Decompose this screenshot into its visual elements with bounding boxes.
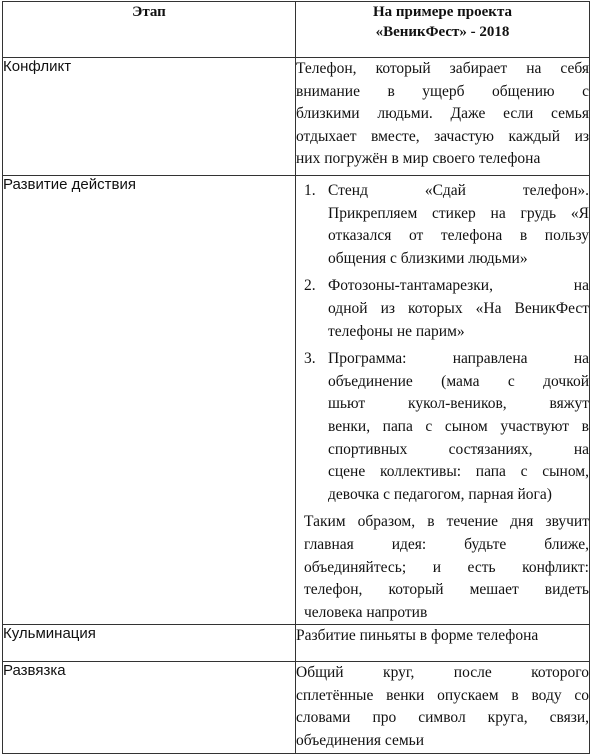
text-line: близкими людьми. Даже если семья [296, 105, 589, 123]
text-line: объединения семьи [296, 732, 425, 750]
text-line: Фотозоны-тантамарезки, на [328, 277, 589, 295]
development-steps [304, 180, 589, 506]
text-line: Программа: направлена на [328, 350, 589, 368]
text-line: спортивных состязаниях, на [328, 440, 589, 458]
text-line: телефон, который мешает видеть [304, 581, 589, 599]
development-content [296, 176, 590, 625]
row-development [3, 176, 590, 625]
text-line: Разбитие пиньяты в форме телефона [296, 627, 539, 645]
text-line: них погружён в мир своего телефона [296, 150, 541, 168]
text-line: Прикрепляем стикер на грудь «Я [328, 204, 589, 222]
header-row [3, 2, 590, 58]
text-line: одной из которых «На ВеникФест [328, 299, 589, 317]
stages-table [2, 1, 590, 754]
text-line: шьют кукол-веников, вяжут [328, 395, 589, 413]
development-summary [304, 511, 589, 624]
row-climax [3, 625, 590, 662]
text-line: отказался от телефона в пользу [328, 227, 589, 245]
text-line: телефоны не парим» [328, 322, 465, 340]
header-example-line-2: «ВеникФест» - 2018 [375, 24, 510, 40]
conflict-text [296, 58, 590, 176]
conflict-label: Конфликт [3, 58, 296, 176]
text-line: объединяйтесь; и есть конфликт: [304, 558, 589, 576]
climax-label: Кульминация [3, 625, 296, 662]
header-stage [3, 2, 296, 58]
text-line: сплетённые венки опускаем в воду со [296, 686, 589, 704]
text-line: внимание в ущерб общению с [296, 82, 589, 100]
resolution-text [296, 662, 590, 754]
header-example [296, 2, 590, 58]
text-line: сцене коллективы: папа с сыном, [328, 463, 589, 481]
list-item [304, 348, 589, 506]
text-line: объединение (мама с дочкой [328, 372, 589, 390]
text-line: человека напротив [304, 603, 428, 621]
development-label: Развитие действия [3, 176, 296, 625]
resolution-label: Развязка [3, 662, 296, 754]
list-item [304, 180, 589, 270]
list-item-number: 1. [304, 182, 316, 199]
list-item-number: 2. [304, 277, 316, 295]
text-line: словами про символ круга, связи, [296, 709, 589, 727]
text-line: Таким образом, в течение дня звучит [304, 513, 589, 531]
list-item-number: 3. [304, 350, 316, 368]
list-item [304, 275, 589, 343]
row-resolution [3, 662, 590, 754]
text-line: Общий круг, после которого [296, 664, 589, 682]
text-line: Телефон, который забирает на себя [296, 60, 589, 77]
text-line: девочка с педагогом, парная йога) [328, 485, 552, 503]
header-example-line-1: На примере проекта [372, 4, 512, 20]
header-stage-text: Этап [132, 4, 166, 20]
text-line: венки, папа с сыном участвуют в [328, 417, 589, 435]
row-conflict [3, 58, 590, 176]
text-line: главная идея: будьте ближе, [304, 535, 589, 553]
text-line: отдыхает вместе, зачастую каждый из [296, 127, 589, 145]
text-line: Стенд «Сдай телефон». [328, 182, 589, 199]
climax-text [296, 625, 590, 662]
text-line: общения с близкими людьми» [328, 249, 528, 267]
